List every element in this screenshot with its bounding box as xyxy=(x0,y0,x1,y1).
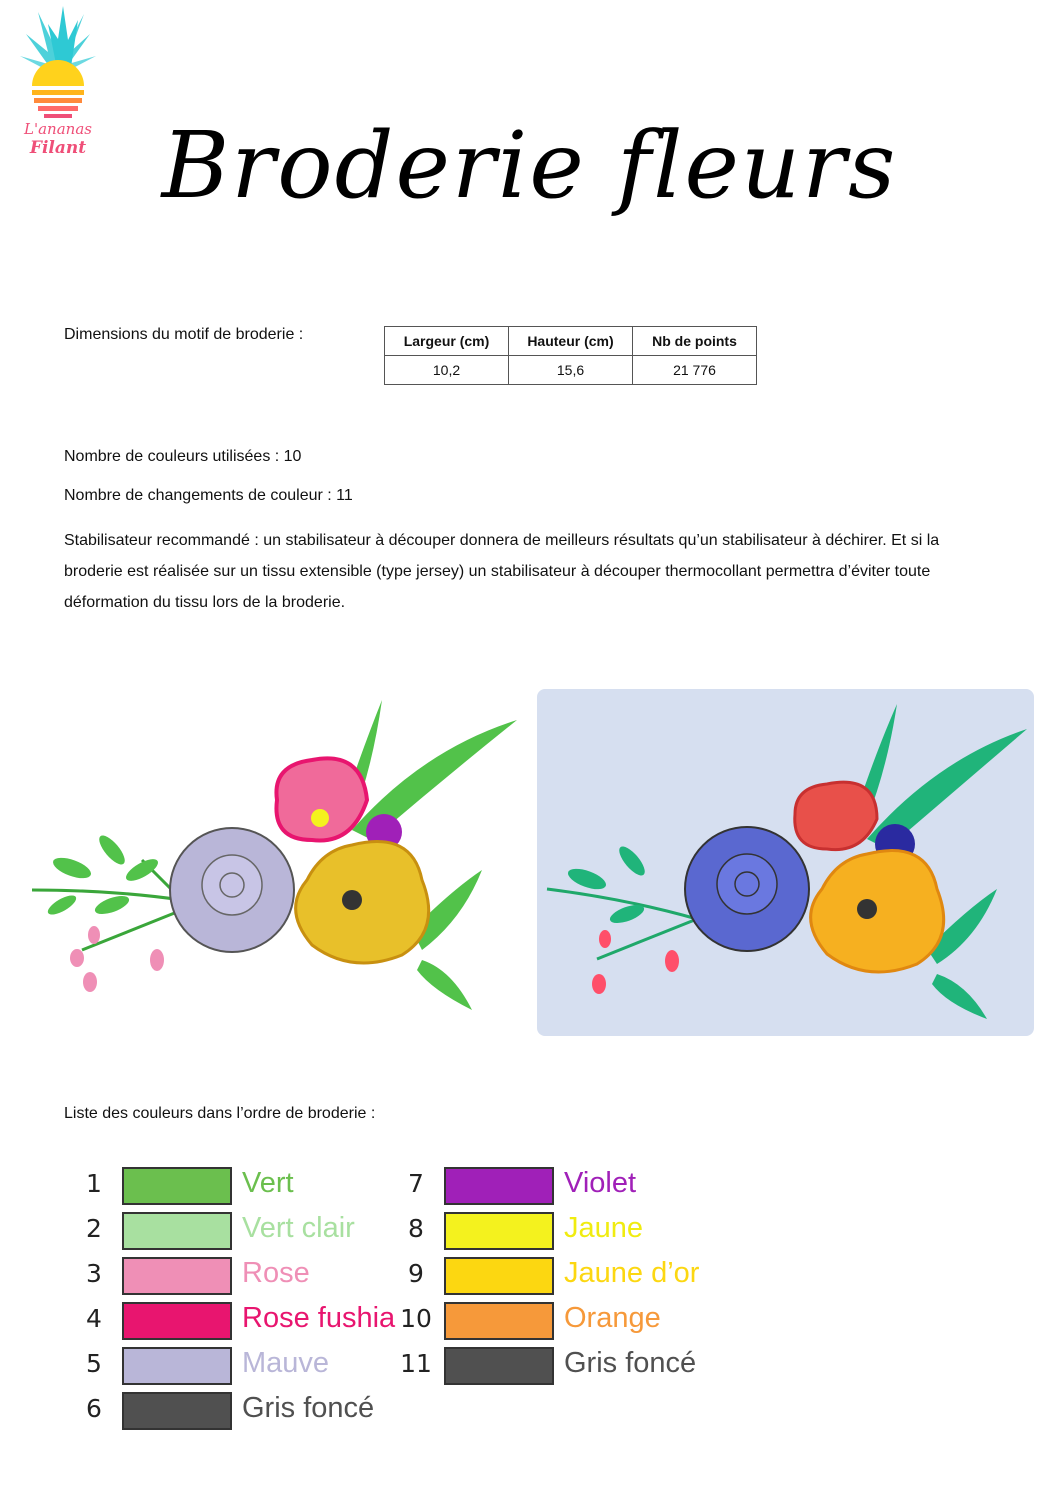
embroidery-photo xyxy=(537,689,1034,1036)
color-swatch xyxy=(444,1302,554,1340)
color-changes-count: Nombre de changements de couleur : 11 xyxy=(64,487,353,504)
color-number: 1 xyxy=(86,1169,102,1198)
color-name: Jaune d’or xyxy=(564,1257,700,1289)
color-name: Orange xyxy=(564,1302,661,1334)
page-title: Broderie fleurs xyxy=(161,112,898,219)
color-number: 6 xyxy=(86,1394,102,1423)
dimensions-label: Dimensions du motif de broderie : xyxy=(64,326,304,343)
color-name: Jaune xyxy=(564,1212,644,1244)
color-swatch xyxy=(122,1347,232,1385)
logo-text-line2: Filant xyxy=(29,138,87,158)
color-swatch xyxy=(444,1167,554,1205)
color-name: Rose fushia xyxy=(242,1302,396,1334)
color-name: Vert xyxy=(242,1167,294,1199)
colors-used-count: Nombre de couleurs utilisées : 10 xyxy=(64,448,302,465)
color-swatch xyxy=(122,1392,232,1430)
value-height: 15,6 xyxy=(509,356,633,385)
color-swatch xyxy=(122,1212,232,1250)
color-name: Gris foncé xyxy=(564,1347,697,1379)
pineapple-icon xyxy=(18,4,98,120)
header-height: Hauteur (cm) xyxy=(509,327,633,356)
header-width: Largeur (cm) xyxy=(385,327,509,356)
table-row xyxy=(385,356,757,385)
value-stitches: 21 776 xyxy=(633,356,757,385)
dimensions-table xyxy=(384,326,757,385)
color-swatch xyxy=(444,1347,554,1385)
color-swatch xyxy=(122,1167,232,1205)
color-number: 4 xyxy=(86,1304,102,1333)
color-swatch xyxy=(122,1302,232,1340)
color-name: Rose xyxy=(242,1257,310,1289)
color-swatch xyxy=(444,1212,554,1250)
color-name: Mauve xyxy=(242,1347,330,1379)
color-number: 11 xyxy=(400,1349,432,1378)
table-header-row xyxy=(385,327,757,356)
color-number: 3 xyxy=(86,1259,102,1288)
embroidery-design-preview xyxy=(22,690,522,1025)
color-name: Gris foncé xyxy=(242,1392,375,1424)
color-number: 10 xyxy=(400,1304,432,1333)
color-number: 8 xyxy=(408,1214,424,1243)
color-number: 5 xyxy=(86,1349,102,1378)
color-number: 2 xyxy=(86,1214,102,1243)
color-swatch xyxy=(444,1257,554,1295)
color-number: 7 xyxy=(408,1169,424,1198)
color-name: Vert clair xyxy=(242,1212,355,1244)
color-name: Violet xyxy=(564,1167,637,1199)
logo-text-line1: L'ananas xyxy=(24,120,92,138)
stabilizer-recommendation: Stabilisateur recommandé : un stabilisateur à découper donnera de meilleurs résultats qu’un stabilisateur à déchirer. Et si la broderie est réalisée sur un tissu extensible (type jersey) un stabilisateur à découper thermocollant permettra d’éviter toute déformation du tissu lors de la broderie. xyxy=(64,532,940,611)
value-width: 10,2 xyxy=(385,356,509,385)
color-list-label: Liste des couleurs dans l’ordre de broderie : xyxy=(64,1105,376,1122)
color-number: 9 xyxy=(408,1259,424,1288)
color-swatch xyxy=(122,1257,232,1295)
header-stitches: Nb de points xyxy=(633,327,757,356)
